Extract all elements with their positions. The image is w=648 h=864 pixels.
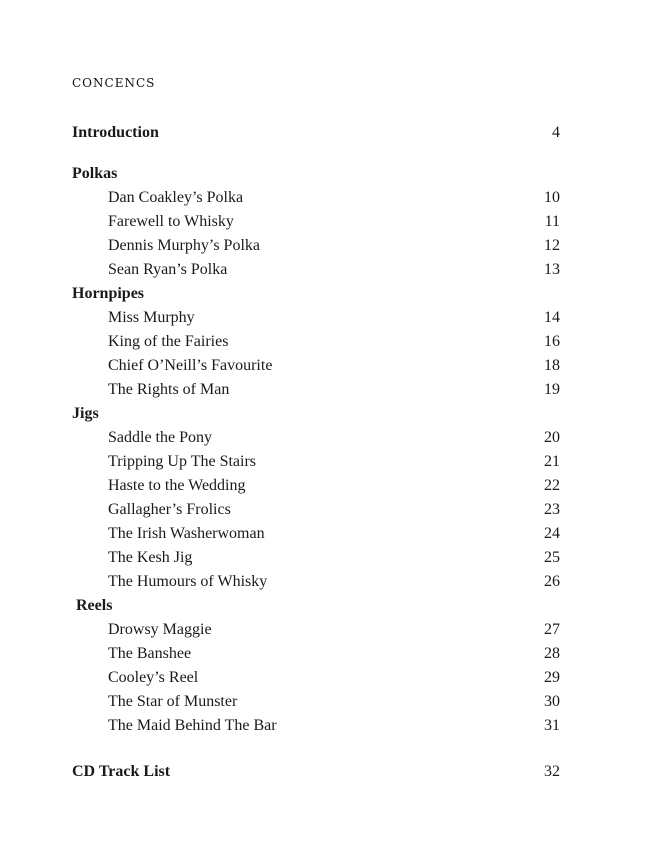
toc-entry bbox=[72, 426, 560, 450]
entry-title: King of the Fairies bbox=[108, 333, 229, 350]
section-title: Hornpipes bbox=[72, 285, 145, 302]
page-number: 26 bbox=[544, 573, 560, 590]
toc-entry bbox=[72, 522, 560, 546]
section-title: CD Track List bbox=[72, 763, 171, 780]
page-number: 25 bbox=[544, 549, 560, 566]
toc-entry bbox=[72, 498, 560, 522]
toc-entry bbox=[72, 234, 560, 258]
toc-entry bbox=[72, 666, 560, 690]
page-number: 13 bbox=[544, 261, 560, 278]
entry-title: The Kesh Jig bbox=[108, 549, 193, 566]
page-number: 20 bbox=[544, 429, 560, 446]
section-title: Introduction bbox=[72, 124, 159, 141]
toc-section bbox=[72, 594, 560, 618]
page-number: 27 bbox=[544, 621, 560, 638]
page-number: 22 bbox=[544, 477, 560, 494]
entry-title: The Humours of Whisky bbox=[108, 573, 268, 590]
toc-entry bbox=[72, 186, 560, 210]
page-number: 11 bbox=[544, 213, 560, 230]
toc-section bbox=[72, 760, 560, 784]
toc-entry bbox=[72, 258, 560, 282]
page-number: 4 bbox=[552, 124, 560, 141]
page-number: 16 bbox=[544, 333, 560, 350]
page-number: 10 bbox=[544, 189, 560, 206]
toc-entry bbox=[72, 546, 560, 570]
entry-title: Tripping Up The Stairs bbox=[108, 453, 257, 470]
section-title: Reels bbox=[76, 597, 113, 614]
toc-entry bbox=[72, 618, 560, 642]
entry-title: Gallagher’s Frolics bbox=[108, 501, 231, 518]
toc-entry bbox=[72, 570, 560, 594]
entry-title: Miss Murphy bbox=[108, 309, 195, 326]
toc-section bbox=[72, 162, 560, 186]
entry-title: The Rights of Man bbox=[108, 381, 230, 398]
entry-title: Dennis Murphy’s Polka bbox=[108, 237, 260, 254]
toc-entry bbox=[72, 378, 560, 402]
toc-section bbox=[72, 121, 560, 145]
entry-title: Haste to the Wedding bbox=[108, 477, 246, 494]
toc-entry bbox=[72, 690, 560, 714]
toc-entry bbox=[72, 354, 560, 378]
page-number: 21 bbox=[544, 453, 560, 470]
toc-entry bbox=[72, 330, 560, 354]
entry-title: The Irish Washerwoman bbox=[108, 525, 265, 542]
toc-entry bbox=[72, 474, 560, 498]
toc-section bbox=[72, 282, 560, 306]
section-title: Jigs bbox=[72, 405, 99, 422]
toc-entry bbox=[72, 306, 560, 330]
entry-title: The Banshee bbox=[108, 645, 192, 662]
entry-title: Saddle the Pony bbox=[108, 429, 212, 446]
entry-title: The Maid Behind The Bar bbox=[108, 717, 277, 734]
toc-entry bbox=[72, 714, 560, 738]
entry-title: Sean Ryan’s Polka bbox=[108, 261, 228, 278]
toc-entry bbox=[72, 450, 560, 474]
toc-section bbox=[72, 402, 560, 426]
entry-title: Cooley’s Reel bbox=[108, 669, 199, 686]
toc-entry bbox=[72, 210, 560, 234]
page-number: 32 bbox=[544, 763, 560, 780]
entry-title: Dan Coakley’s Polka bbox=[108, 189, 244, 206]
page-number: 19 bbox=[544, 381, 560, 398]
page-number: 31 bbox=[544, 717, 560, 734]
toc-entry bbox=[72, 642, 560, 666]
page-number: 23 bbox=[544, 501, 560, 518]
section-title: Polkas bbox=[72, 165, 118, 182]
page-number: 12 bbox=[544, 237, 560, 254]
page-number: 24 bbox=[544, 525, 560, 542]
page-number: 29 bbox=[544, 669, 560, 686]
page-number: 18 bbox=[544, 357, 560, 374]
page-number: 28 bbox=[544, 645, 560, 662]
page-title: concencs bbox=[72, 72, 156, 92]
entry-title: The Star of Munster bbox=[108, 693, 238, 710]
page-number: 30 bbox=[544, 693, 560, 710]
entry-title: Drowsy Maggie bbox=[108, 621, 212, 638]
entry-title: Farewell to Whisky bbox=[108, 213, 234, 230]
page-number: 14 bbox=[544, 309, 560, 326]
entry-title: Chief O’Neill’s Favourite bbox=[108, 357, 273, 374]
